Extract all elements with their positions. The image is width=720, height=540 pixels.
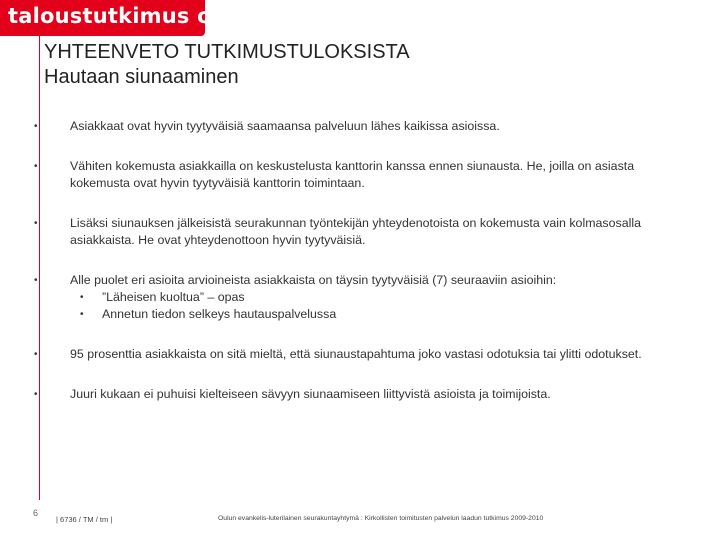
left-accent-line bbox=[39, 36, 40, 500]
bullet-dot: • bbox=[34, 349, 38, 360]
title-line-2: Hautaan siunaaminen bbox=[44, 66, 239, 88]
bullet-text: Juuri kukaan ei puhuisi kielteiseen sävyyn siunaamiseen liittyvistä asioista ja toimijoista. bbox=[70, 387, 551, 401]
bullet-dot: • bbox=[34, 389, 38, 400]
page-number: 6 bbox=[33, 508, 39, 518]
sub-bullet-text: Annetun tiedon selkeys hautauspalvelussa bbox=[102, 307, 337, 321]
summary-bullet-list bbox=[34, 118, 680, 403]
bullet-dot: • bbox=[34, 121, 38, 132]
bullet-item bbox=[34, 158, 680, 192]
bullet-dot: • bbox=[34, 218, 38, 229]
logo-text: taloustutkimus oy bbox=[8, 4, 226, 28]
bullet-dot: • bbox=[80, 309, 84, 320]
sub-bullet-item bbox=[80, 289, 680, 306]
bullet-dot: • bbox=[34, 161, 38, 172]
bullet-text: Asiakkaat ovat hyvin tyytyväisiä saamaansa palveluun lähes kaikissa asioissa. bbox=[70, 119, 500, 133]
slide-title bbox=[44, 40, 410, 90]
bullet-dot: • bbox=[34, 275, 38, 286]
sub-bullet-item bbox=[80, 306, 680, 323]
sub-bullet-text: ”Läheisen kuoltua” – opas bbox=[102, 290, 245, 304]
bullet-text: Alle puolet eri asioita arvioineista asiakkaista on täysin tyytyväisiä (7) seuraaviin asioihin: bbox=[70, 273, 557, 287]
bullet-text: Lisäksi siunauksen jälkeisistä seurakunnan työntekijän yhteydenotoista on kokemusta vain kolmasosalla asiakkaista. He ovat yhteydenottoon hyvin tyytyväisiä. bbox=[70, 216, 641, 247]
bullet-item bbox=[34, 272, 680, 323]
company-logo bbox=[0, 0, 226, 36]
bullet-dot: • bbox=[80, 292, 84, 303]
bullet-text: 95 prosenttia asiakkaista on sitä mieltä, että siunaustapahtuma joko vastasi odotuksia tai ylitti odotukset. bbox=[70, 347, 642, 361]
title-line-1: YHTEENVETO TUTKIMUSTULOKSISTA bbox=[44, 41, 410, 63]
bullet-item bbox=[34, 346, 680, 363]
bullet-item bbox=[34, 386, 680, 403]
bullet-item bbox=[34, 118, 680, 135]
sub-bullet-list bbox=[70, 289, 680, 323]
footer-study-title: Oulun evankelis-luterilainen seurakuntayhtymä : Kirkollisten toimitusten palvelun laadun tutkimus 2009-2010 bbox=[218, 515, 544, 522]
bullet-text: Vähiten kokemusta asiakkailla on keskustelusta kanttorin kanssa ennen siunausta. He, joilla on asiasta kokemusta ovat hyvin tyytyväisiä kanttorin toimintaan. bbox=[70, 159, 635, 190]
bullet-item bbox=[34, 215, 680, 249]
footer-project-code: | 6736 / TM / tm | bbox=[56, 515, 113, 524]
